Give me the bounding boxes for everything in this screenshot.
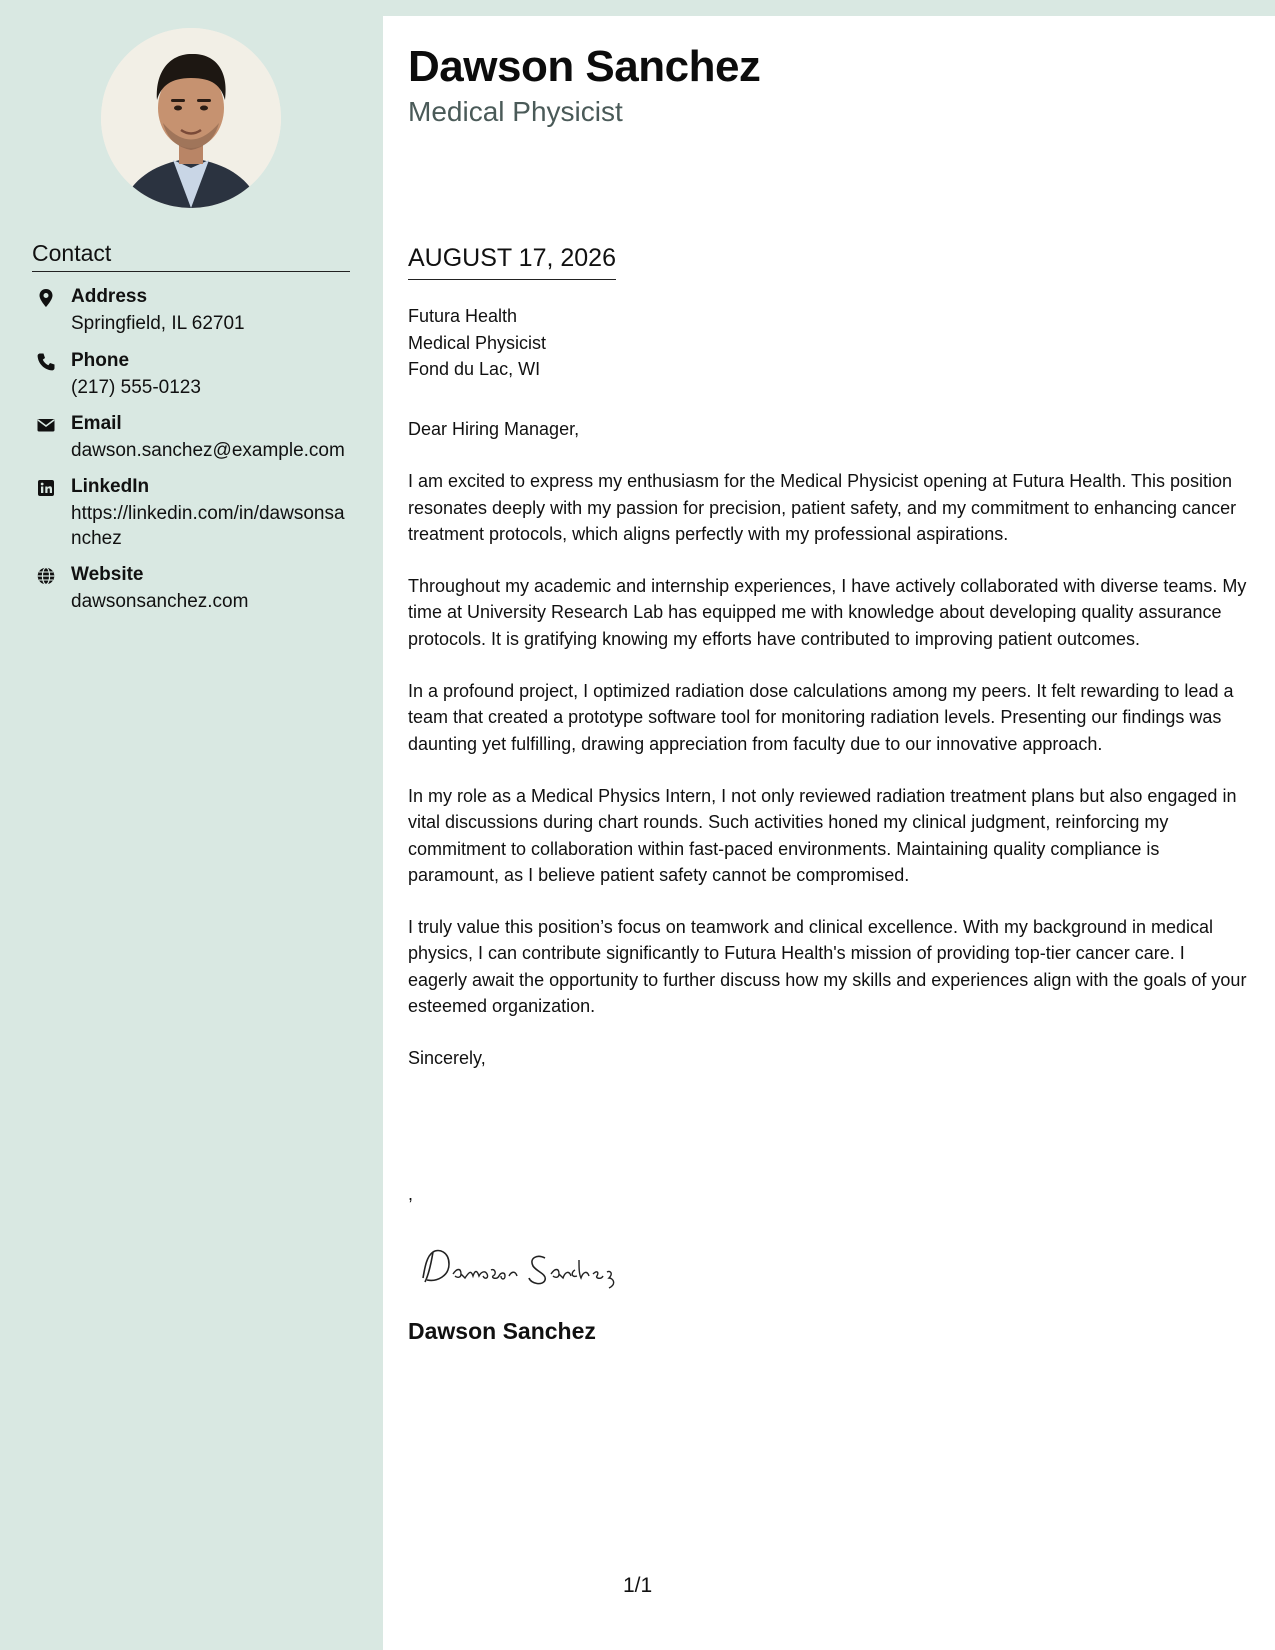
recipient-location: Fond du Lac, WI bbox=[408, 359, 541, 379]
avatar bbox=[101, 28, 281, 208]
globe-icon bbox=[36, 566, 56, 586]
contact-value[interactable]: dawsonsanchez.com bbox=[71, 591, 249, 612]
recipient-position: Medical Physicist bbox=[408, 332, 547, 353]
paragraph: I truly value this position’s focus on teamwork and clinical excellence. With my background in medical physics, I can contribute significantly to Futura Health's mission of providing top-tier cancer care. I eagerly await the opportunity to further discuss how my skills and experiences align with the goals of your esteemed organization. bbox=[408, 917, 1247, 1017]
contact-label: Address bbox=[71, 286, 148, 307]
phone-icon bbox=[36, 352, 56, 372]
applicant-name: Dawson Sanchez bbox=[408, 42, 761, 91]
envelope-icon bbox=[36, 415, 56, 435]
contact-label: Email bbox=[71, 413, 122, 434]
contact-heading: Contact bbox=[32, 240, 350, 272]
applicant-title: Medical Physicist bbox=[408, 96, 623, 127]
contact-value[interactable]: https://linkedin.com/in/dawsonsanchez bbox=[71, 503, 345, 549]
page-number: 1/1 bbox=[623, 1574, 653, 1597]
paragraph: In my role as a Medical Physics Intern, I not only reviewed radiation treatment plans but also engaged in vital discussions during chart rounds. Such activities honed my clinical judgment, reinforcing my commitment to collaboration within fast-paced environments. Maintaining quality compliance is paramount, as I believe patient safety cannot be compromised. bbox=[408, 785, 1237, 885]
contact-label: Phone bbox=[71, 350, 130, 371]
contact-label: LinkedIn bbox=[71, 476, 150, 497]
linkedin-icon bbox=[36, 478, 56, 498]
map-pin-icon bbox=[36, 288, 56, 308]
contact-value: (217) 555-0123 bbox=[71, 377, 201, 398]
closing: Sincerely, bbox=[408, 1048, 486, 1069]
signer-name: Dawson Sanchez bbox=[408, 1318, 596, 1344]
contact-value: dawson.sanchez@example.com bbox=[71, 440, 345, 461]
recipient-company: Futura Health bbox=[408, 306, 518, 326]
comma-line: , bbox=[408, 1184, 414, 1204]
letter-date: AUGUST 17, 2026 bbox=[408, 244, 616, 280]
paragraph: Throughout my academic and internship experiences, I have actively collaborated with diverse teams. My time at University Research Lab has equipped me with knowledge about developing quality assurance protocols. It is gratifying knowing my efforts have contributed to improving patient outcomes. bbox=[408, 576, 1247, 649]
salutation: Dear Hiring Manager, bbox=[408, 419, 580, 439]
letter-body bbox=[408, 416, 1248, 1098]
contact-value: Springfield, IL 62701 bbox=[71, 313, 245, 334]
sidebar bbox=[0, 0, 383, 1650]
signature-image bbox=[413, 1236, 673, 1296]
paragraph: I am excited to express my enthusiasm for the Medical Physicist opening at Futura Health. This position resonates deeply with my passion for precision, patient safety, and my commitment to enhancing cancer treatment protocols, which aligns perfectly with my professional aspirations. bbox=[408, 471, 1237, 544]
recipient-block bbox=[408, 303, 546, 383]
letter-main bbox=[383, 16, 1275, 1650]
contact-label: Website bbox=[71, 564, 144, 585]
paragraph: In a profound project, I optimized radiation dose calculations among my peers. It felt rewarding to lead a team that created a prototype software tool for monitoring radiation levels. Presenting our findings was daunting yet fulfilling, drawing appreciation from faculty due to our innovative approach. bbox=[408, 681, 1234, 754]
